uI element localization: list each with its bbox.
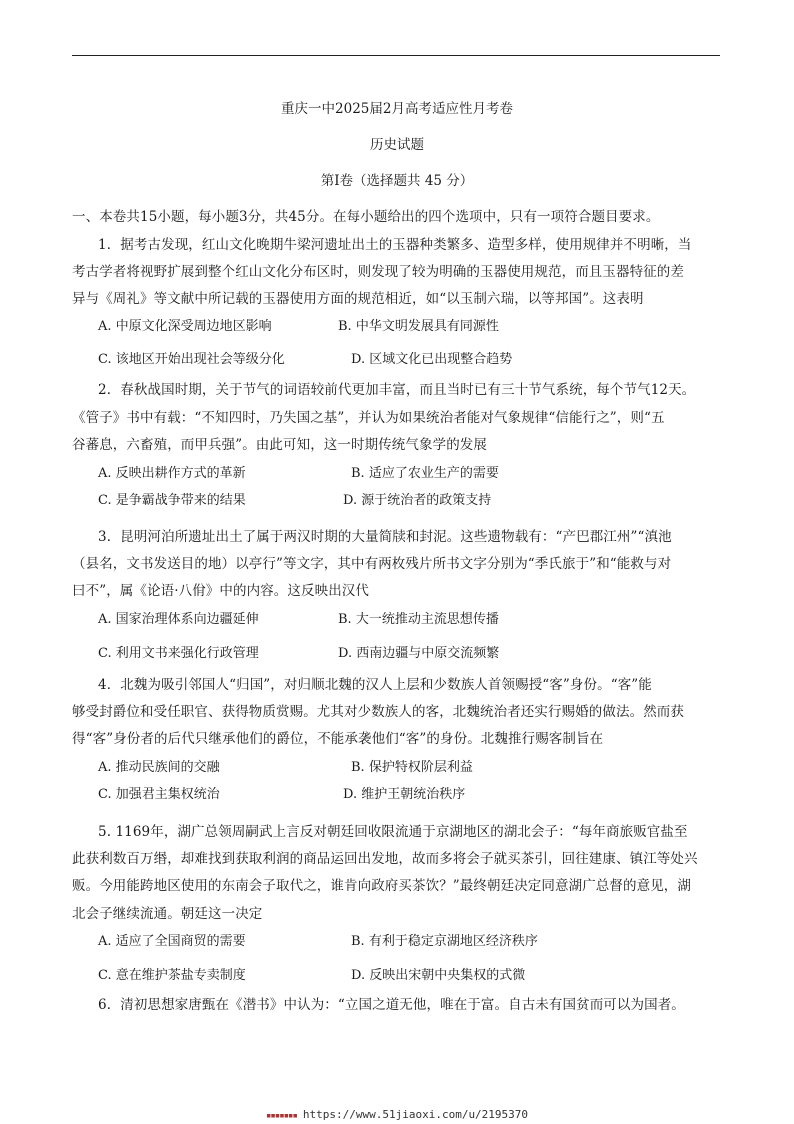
q4-line-1: 4．北魏为吸引邻国人“归国”，对归顺北魏的汉人上层和少数族人首领赐授“客”身份。“客”能 <box>98 677 652 693</box>
part-title: 第I卷（选择题共 45 分） <box>320 173 474 189</box>
q1-option-b: B. 中华文明发展具有同源性 <box>338 319 499 334</box>
q1-option-a: A. 中原文化深受周边地区影响 <box>98 319 272 334</box>
q3-option-c: C. 利用文书来强化行政管理 <box>98 646 259 661</box>
q1-line-3: 异与《周礼》等文献中所记载的玉器使用方面的规范相近，如“以玉制六瑞，以等邦国”。这表明 <box>72 291 644 307</box>
q5-line-2: 此获利数百万缗，却难找到获取利润的商品运回出发地，故而多将会子就买茶引，回往建康、镇江等处兴 <box>72 851 698 867</box>
q5-option-b: B. 有利于稳定京湖地区经济秩序 <box>351 934 538 949</box>
q2-option-a: A. 反映出耕作方式的革新 <box>98 466 246 481</box>
q3-line-1: 3．昆明河泊所遗址出土了属于两汉时期的大量简牍和封泥。这些遗物载有：“产巴郡江州”“滇池 <box>98 529 672 545</box>
q1-option-c: C. 该地区开始出现社会等级分化 <box>98 352 285 367</box>
q2-line-3: 谷蕃息，六畜殖，而甲兵强”。由此可知，这一时期传统气象学的发展 <box>72 437 488 453</box>
q3-line-2: （县名，文书发送目的地）以亭行”等文字，其中有两枚残片所书文字分别为“季氏旅于”和“能救与对 <box>72 556 672 572</box>
q2-line-1: 2．春秋战国时期，关于节气的词语较前代更加丰富，而且当时已有三十节气系统，每个节气12天。 <box>98 382 696 398</box>
section-intro: 一、本卷共15小题，每小题3分，共45分。在每小题给出的四个选项中，只有一项符合题目要求。 <box>72 209 660 225</box>
q2-line-2: 《管子》书中有载：“不知四时，乃失国之基”，并认为如果统治者能对气象规律“信能行之”，则“五 <box>72 410 665 426</box>
q1-line-2: 考古学者将视野扩展到整个红山文化分布区时，则发现了较为明确的玉器使用规范，而且玉器特征的差 <box>72 264 684 280</box>
q1-option-d: D. 区域文化已出现整合趋势 <box>351 352 513 367</box>
q5-line-4: 北会子继续流通。朝廷这一决定 <box>72 906 263 922</box>
q4-option-c: C. 加强君主集权统治 <box>98 787 220 802</box>
q3-option-a: A. 国家治理体系向边疆延伸 <box>98 612 259 627</box>
q3-option-b: B. 大一统推动主流思想传播 <box>338 612 499 627</box>
q4-option-d: D. 维护王朝统治秩序 <box>343 787 466 802</box>
watermark-logo-icon: ▪▪▪▪▪▪▪ <box>265 1111 297 1121</box>
top-rule <box>72 55 720 56</box>
footer-watermark <box>0 1108 794 1121</box>
q2-option-d: D. 源于统治者的政策支持 <box>343 493 492 508</box>
q1-line-1: 1．据考古发现，红山文化晚期牛梁河遗址出土的玉器种类繁多、造型多样，使用规律并不明晰，当 <box>98 237 692 253</box>
q3-line-3: 曰不”，属《论语·八佾》中的内容。这反映出汉代 <box>72 583 369 599</box>
q5-option-d: D. 反映出宋朝中央集权的式微 <box>351 968 526 983</box>
q5-option-a: A. 适应了全国商贸的需要 <box>98 934 246 949</box>
q4-option-a: A. 推动民族间的交融 <box>98 760 220 775</box>
q5-line-3: 贩。今用能跨地区使用的东南会子取代之，谁肯向政府买茶饮？”最终朝廷决定同意湖广总督的意见，湖 <box>72 878 691 894</box>
q2-option-b: B. 适应了农业生产的需要 <box>351 466 499 481</box>
q6-line-1: 6．清初思想家唐甄在《潜书》中认为：“立国之道无他，唯在于富。自古未有国贫而可以为国者。 <box>98 997 685 1013</box>
exam-title: 重庆一中2025届2月高考适应性月考卷 <box>281 101 513 117</box>
q3-option-d: D. 西南边疆与中原交流频繁 <box>338 646 500 661</box>
footer-url-link[interactable]: https://www.51jiaoxi.com/u/2195370 <box>302 1108 529 1121</box>
q5-line-1: 5. 1169年，湖广总领周嗣武上言反对朝廷回收限流通于京湖地区的湖北会子：“每年商旅贩官盐至 <box>98 824 688 840</box>
q5-option-c: C. 意在维护茶盐专卖制度 <box>98 968 246 983</box>
q4-option-b: B. 保护特权阶层利益 <box>351 760 473 775</box>
q4-line-2: 够受封爵位和受任职官、获得物质赏赐。尤其对少数族人的客，北魏统治者还实行赐婚的做法。然而获 <box>72 704 684 720</box>
subject-title: 历史试题 <box>370 137 424 153</box>
q4-line-3: 得“客”身份者的后代只继承他们的爵位，不能承袭他们“客”的身份。北魏推行赐客制旨在 <box>72 731 604 747</box>
q2-option-c: C. 是争霸战争带来的结果 <box>98 493 246 508</box>
